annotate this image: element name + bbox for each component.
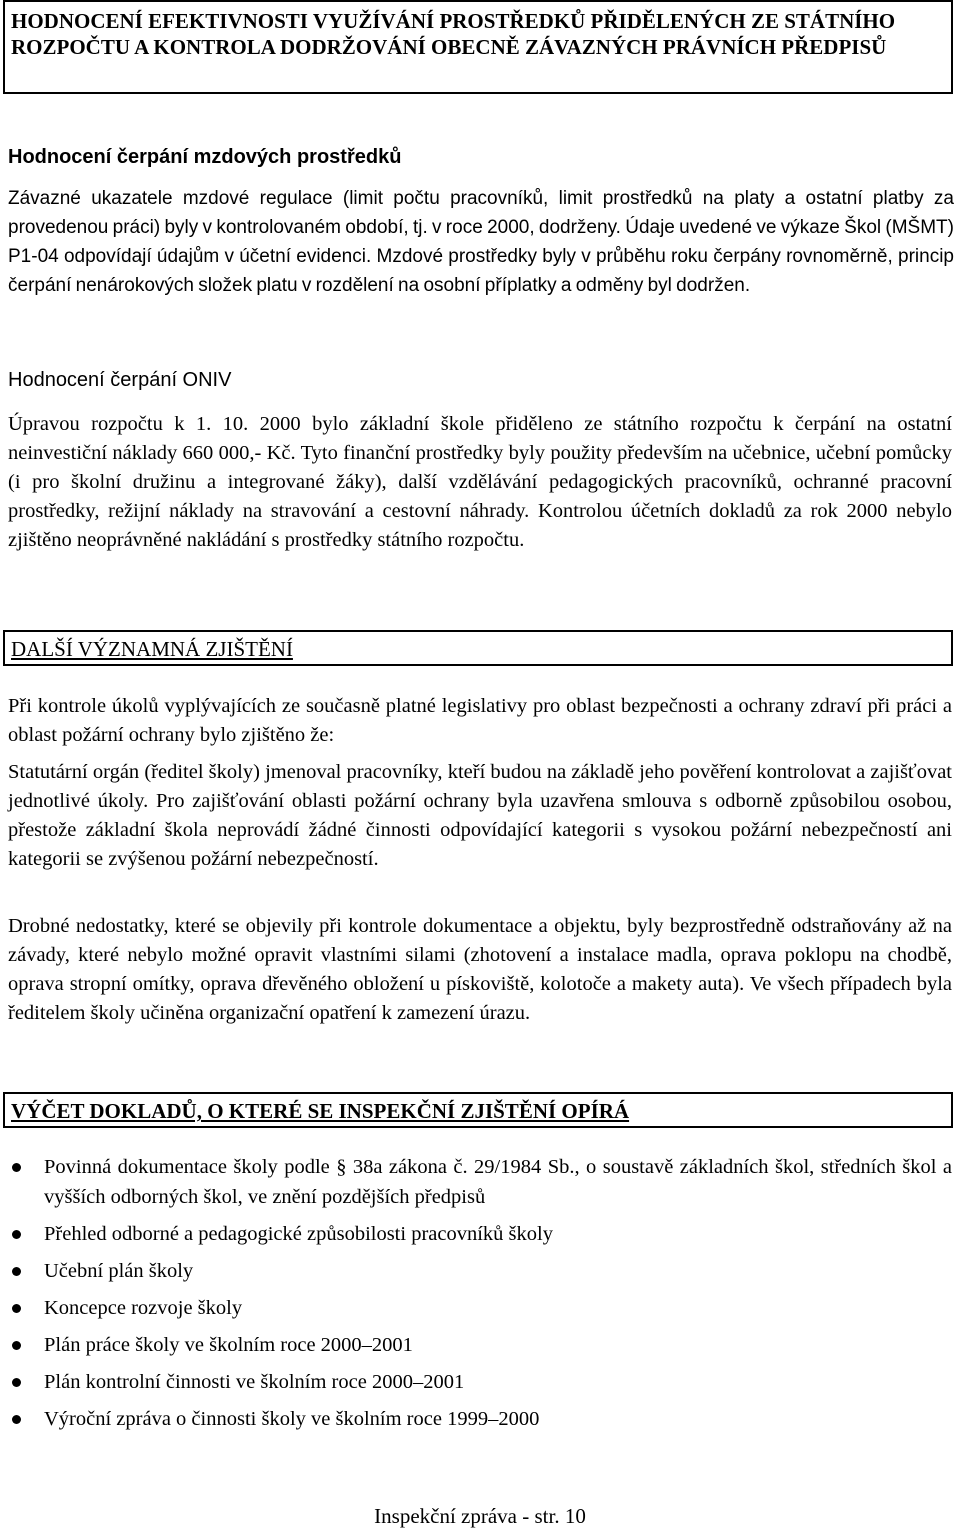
paragraph-oniv: Úpravou rozpočtu k 1. 10. 2000 bylo základní škole přiděleno ze státního rozpočtu k čerpání na ostatní neinvestiční náklady 660 000,- Kč. Tyto finanční prostředky byly použity především na učebnice, učební pomůcky (i pro školní družinu a integrované žáky), další vzdělávání pedagogických pracovníků, ochranné pracovní prostředky, režijní náklady na stravování a cestovní náhrady. Kontrolou účetních dokladů za rok 2000 nebylo zjištěno neoprávněné nakládání s prostředky státního rozpočtu. — [8, 413, 952, 551]
list-item: Učební plán školy — [0, 1256, 952, 1286]
section-title-hodnoceni: HODNOCENÍ EFEKTIVNOSTI VYUŽÍVÁNÍ PROSTŘEDKŮ PŘIDĚLENÝCH ZE STÁTNÍHO ROZPOČTU A KONTROLA DODRŽOVÁNÍ OBECNĚ ZÁVAZNÝCH PRÁVNÍCH PŘEDPISŮ — [3, 0, 953, 94]
heading-mzdove-prostredky: Hodnocení čerpání mzdových prostředků — [8, 146, 402, 168]
list-item: Výroční zpráva o činnosti školy ve školním roce 1999–2000 — [0, 1404, 952, 1434]
list-item: Přehled odborné a pedagogické způsobilosti pracovníků školy — [0, 1219, 952, 1249]
list-item: Koncepce rozvoje školy — [0, 1293, 952, 1323]
document-list — [0, 1152, 952, 1441]
paragraph-mzdove-prostredky: Závazné ukazatele mzdové regulace (limit počtu pracovníků, limit prostředků na platy a ostatní platby za provedenou práci) byly v kontrolovaném období, tj. v roce 2000, dodrženy. Údaje uvedené ve výkaze Škol (MŠMT) P1-04 odpovídají údajům v účetní evidenci. Mzdové prostředky byly v průběhu roku čerpány rovnoměrně, princip čerpání nenárokových složek platu v rozdělení na osobní příplatky a odměny byl dodržen. — [8, 188, 954, 296]
paragraph-statutarni-organ: Statutární orgán (ředitel školy) jmenoval pracovníky, kteří budou na základě jeho pověření kontrolovat a zajišťovat jednotlivé úkoly. Pro zajišťování oblasti požární ochrany byla uzavřena smlouva s odborně způsobilou osobou, přestože základní škola neprovádí žádné činnosti odpovídající kategorii s vysokou požární nebezpečností ani kategorii se zvýšenou požární nebezpečností. — [8, 761, 952, 870]
section-title-dalsi-zjisteni — [3, 630, 953, 666]
list-item: Povinná dokumentace školy podle § 38a zákona č. 29/1984 Sb., o soustavě základních škol, středních škol a vyšších odborných škol, ve znění pozdějších předpisů — [0, 1152, 952, 1212]
dalsi-zjisteni-label: DALŠÍ VÝZNAMNÁ ZJIŠTĚNÍ — [11, 637, 293, 661]
list-item: Plán kontrolní činnosti ve školním roce 2000–2001 — [0, 1367, 952, 1397]
vycet-dokladu-label: VÝČET DOKLADŮ, O KTERÉ SE INSPEKČNÍ ZJIŠTĚNÍ OPÍRÁ — [11, 1099, 630, 1123]
page-footer: Inspekční zpráva - str. 10 — [374, 1504, 586, 1528]
list-item: Plán práce školy ve školním roce 2000–2001 — [0, 1330, 952, 1360]
section-title-vycet-dokladu — [3, 1092, 953, 1128]
paragraph-drobne-nedostatky: Drobné nedostatky, které se objevily při kontrole dokumentace a objektu, byly bezprostředně odstraňovány až na závady, které nebylo možné opravit vlastními silami (zhotovení a instalace madla, oprava poklopu na chodbě, oprava stropní omítky, oprava dřevěného obložení u pískoviště, kolotoče a makety auta). Ve všech případech byla ředitelem školy učiněna organizační opatření k zamezení úrazu. — [8, 915, 952, 1024]
paragraph-kontrola-ukolu: Při kontrole úkolů vyplývajících ze současně platné legislativy pro oblast bezpečnosti a ochrany zdraví při práci a oblast požární ochrany bylo zjištěno že: — [8, 695, 952, 746]
heading-oniv: Hodnocení čerpání ONIV — [8, 369, 232, 391]
